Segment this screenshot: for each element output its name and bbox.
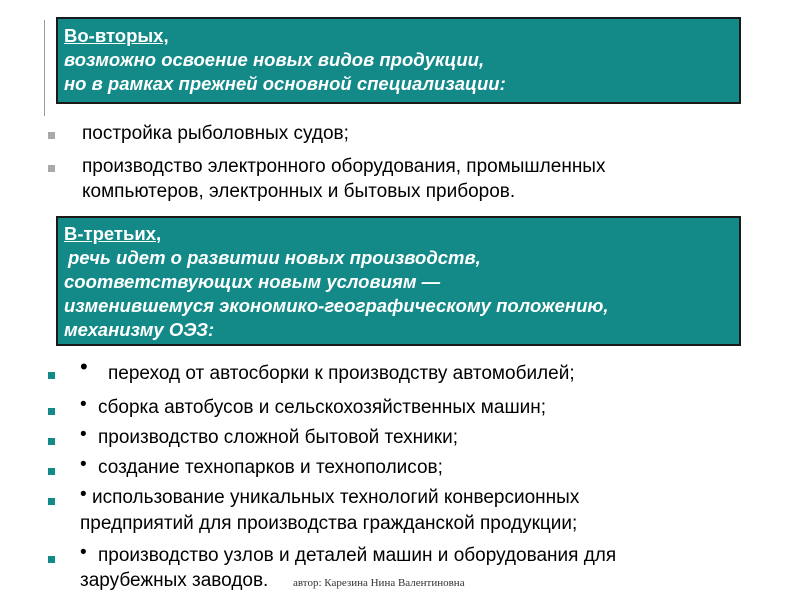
box1-line: но в рамках прежней основной специализации:: [64, 73, 506, 94]
dot-bullet-icon: •: [80, 542, 87, 563]
square-bullet-icon: [48, 556, 55, 563]
list-item: постройка рыболовных судов;: [82, 123, 349, 144]
square-bullet-icon: [48, 468, 55, 475]
author-credit: автор: Карезина Нина Валентиновна: [293, 577, 465, 589]
heading-box-third: [56, 216, 741, 346]
square-bullet-icon: [48, 498, 55, 505]
square-bullet-icon: [48, 132, 55, 139]
decorative-vertical-line: [44, 20, 45, 116]
list-item: переход от автосборки к производству автомобилей;: [108, 363, 575, 384]
box2-line: речь идет о развитии новых производств,: [68, 247, 481, 268]
list-item-continuation: предприятий для производства гражданской продукции;: [80, 513, 578, 534]
heading-box-second: [56, 17, 741, 104]
box2-line: соответствующих новым условиям —: [64, 271, 441, 292]
list-item: использование уникальных технологий конверсионных: [92, 487, 580, 508]
list-item: создание технопарков и технополисов;: [98, 457, 443, 478]
list-item: производство электронного оборудования, промышленных: [82, 156, 606, 177]
list-item: производство сложной бытовой техники;: [98, 427, 458, 448]
list-item-continuation: компьютеров, электронных и бытовых приборов.: [82, 181, 516, 202]
dot-bullet-icon: •: [80, 484, 87, 505]
dot-bullet-icon: •: [80, 394, 87, 415]
box1-heading: Во-вторых,: [64, 25, 169, 46]
square-bullet-icon: [48, 165, 55, 172]
list-item-continuation: зарубежных заводов.: [80, 570, 269, 591]
dot-bullet-icon: •: [80, 424, 87, 445]
square-bullet-icon: [48, 408, 55, 415]
box1-line: возможно освоение новых видов продукции,: [64, 49, 485, 70]
dot-bullet-icon: •: [80, 454, 87, 475]
list-item: сборка автобусов и сельскохозяйственных машин;: [98, 397, 547, 418]
square-bullet-icon: [48, 372, 55, 379]
box2-heading: В-третьих,: [64, 223, 162, 244]
square-bullet-icon: [48, 438, 55, 445]
dot-bullet-icon: •: [80, 354, 88, 379]
box2-line: изменившемуся экономико-географическому положению,: [64, 295, 609, 316]
list-item: производство узлов и деталей машин и оборудования для: [98, 545, 617, 566]
box2-line: механизму ОЭЗ:: [64, 319, 215, 340]
